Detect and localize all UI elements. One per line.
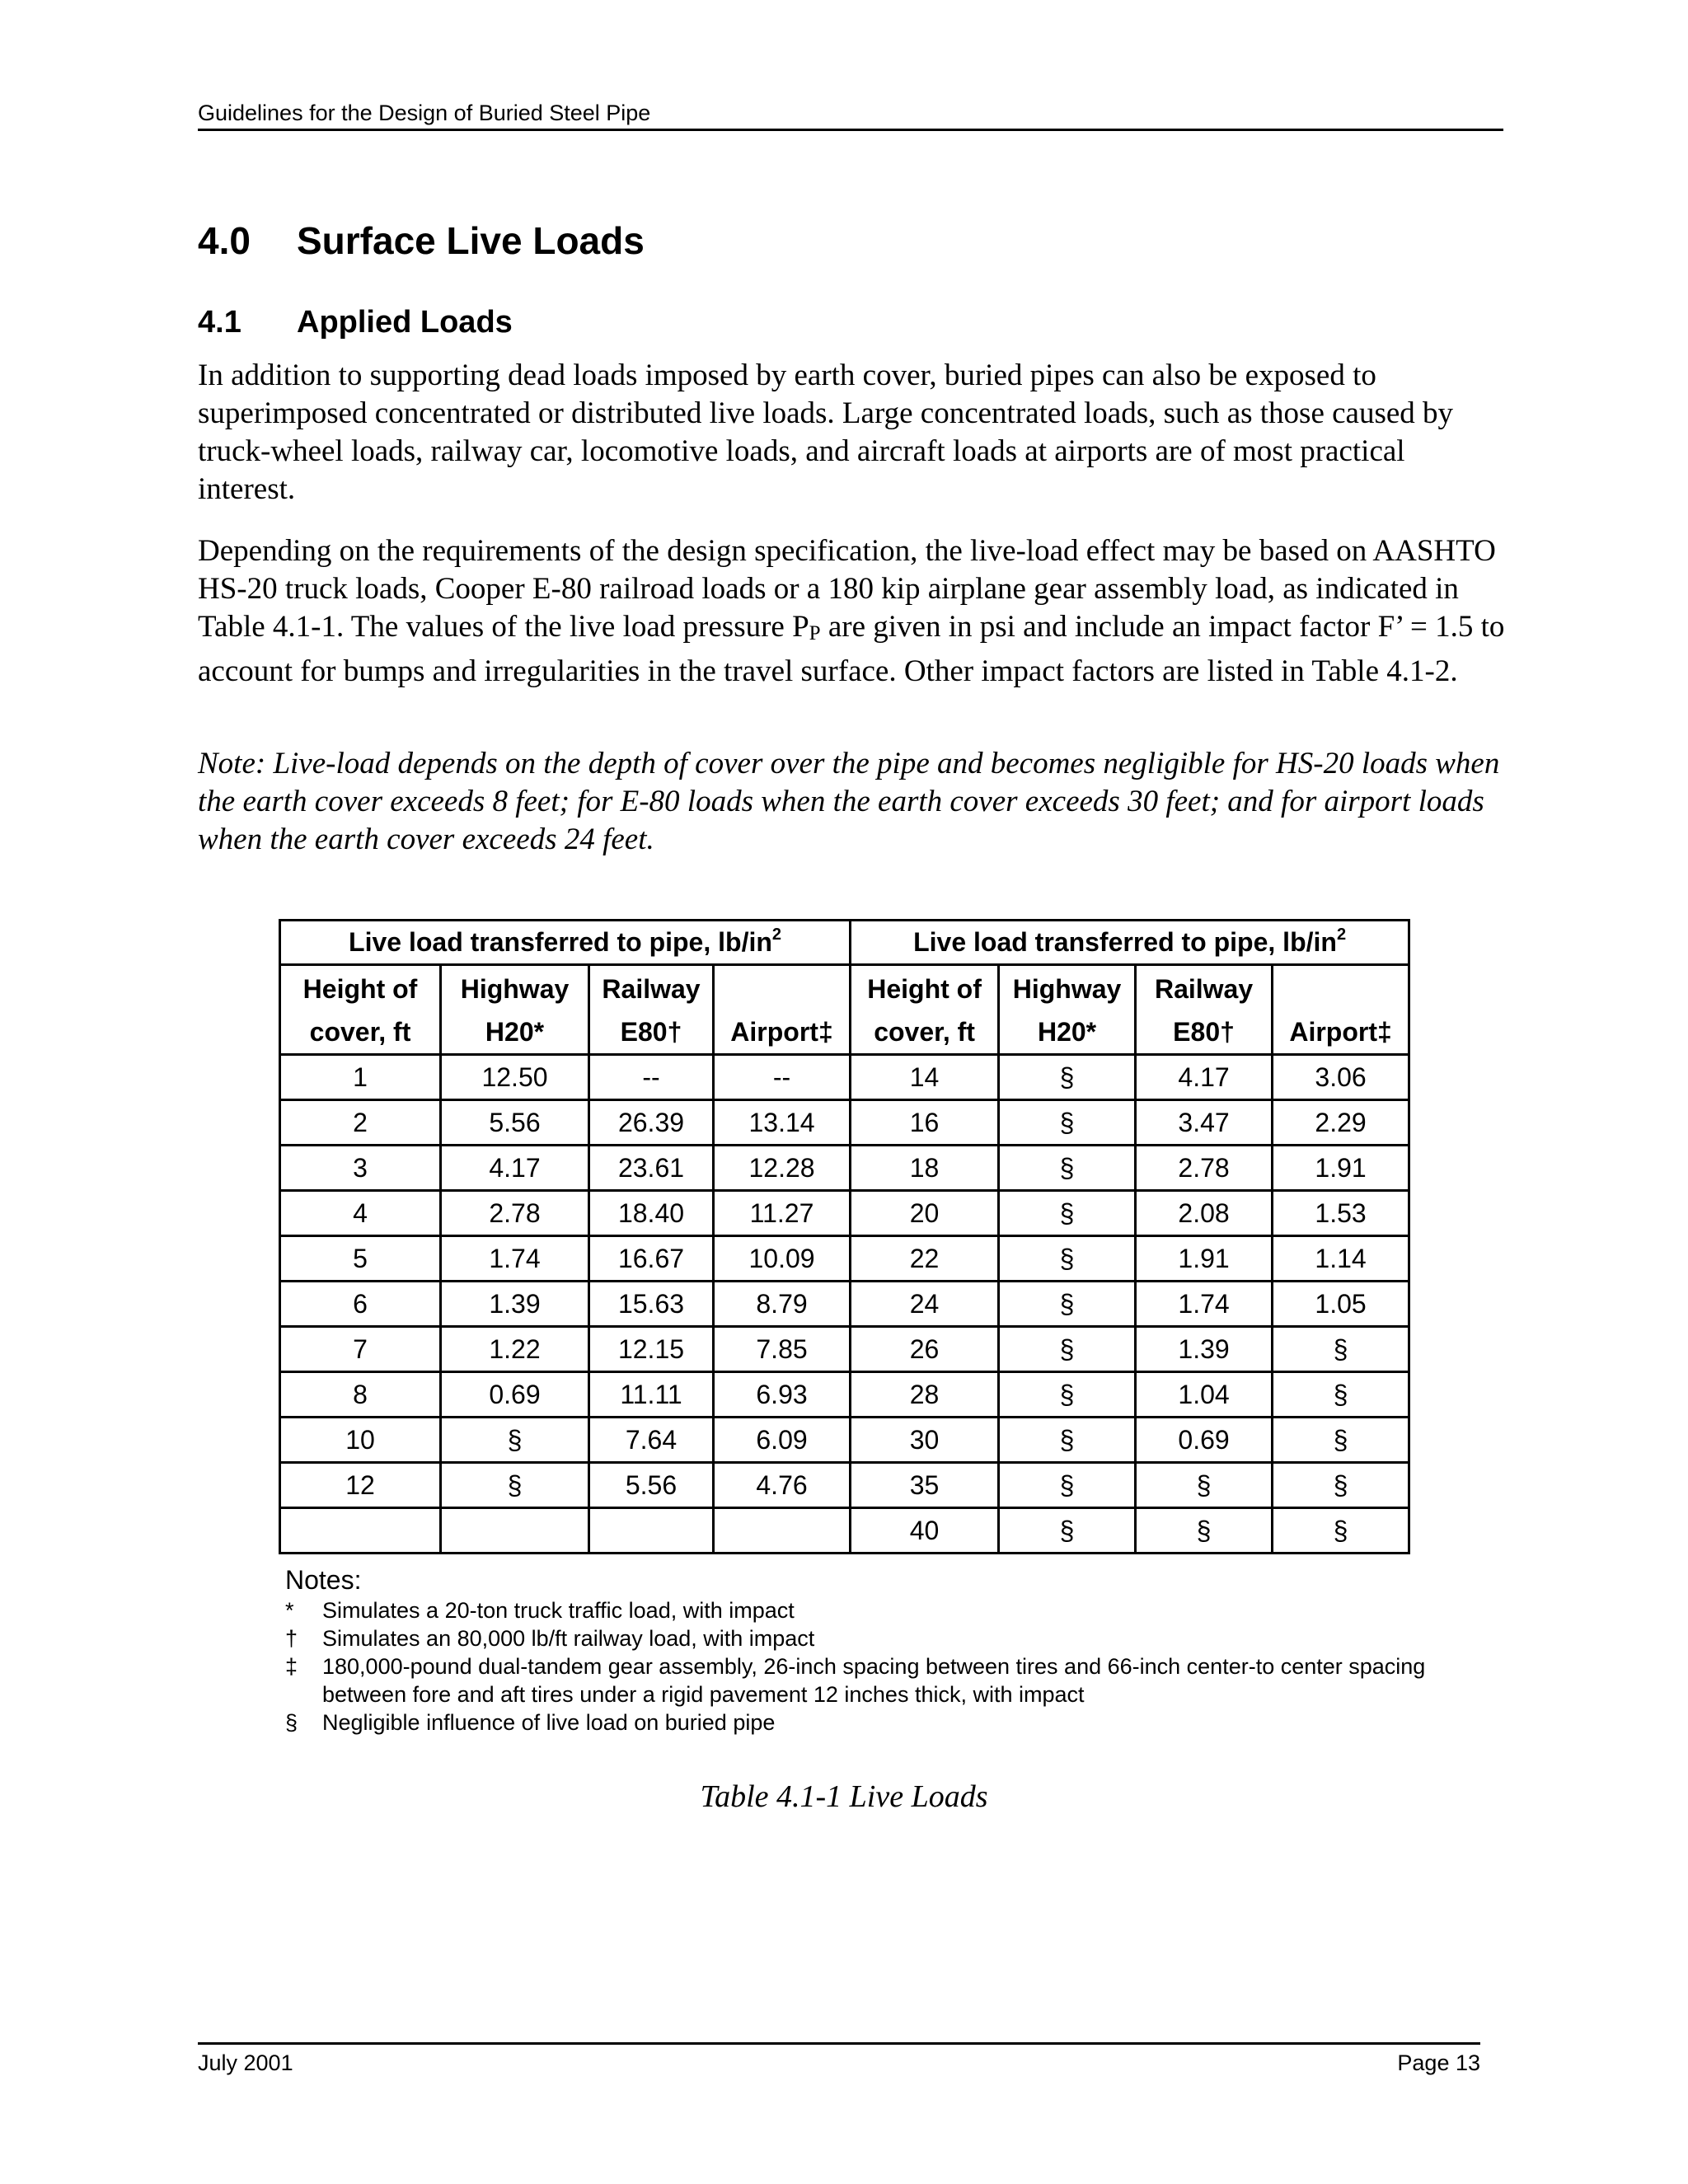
footer-rule bbox=[198, 2042, 1480, 2045]
table-cell: 1.05 bbox=[1273, 1282, 1409, 1327]
column-header-height-of-cover: Height of cover, ft bbox=[280, 965, 441, 1055]
table-cell: 35 bbox=[851, 1463, 999, 1508]
note-item bbox=[285, 1652, 1480, 1708]
table-cell: § bbox=[999, 1236, 1136, 1282]
table-row bbox=[280, 1236, 1409, 1282]
table-cell: 11.27 bbox=[714, 1191, 851, 1236]
table-cell: 0.69 bbox=[1136, 1418, 1273, 1463]
table-row bbox=[280, 1055, 1409, 1100]
table-cell: -- bbox=[714, 1055, 851, 1100]
table-row bbox=[280, 1100, 1409, 1146]
table-cell: 1.39 bbox=[441, 1282, 589, 1327]
table-row bbox=[280, 1146, 1409, 1191]
table-cell: 1.04 bbox=[1136, 1372, 1273, 1418]
footer-page-number: Page 13 bbox=[1397, 2050, 1480, 2075]
table-cell: 22 bbox=[851, 1236, 999, 1282]
table-cell: § bbox=[999, 1508, 1136, 1554]
table-cell: § bbox=[999, 1282, 1136, 1327]
table-cell: 2.08 bbox=[1136, 1191, 1273, 1236]
table-cell: 11.11 bbox=[589, 1372, 714, 1418]
table-cell: 16 bbox=[851, 1100, 999, 1146]
table-cell: 5 bbox=[280, 1236, 441, 1282]
table-cell: 18.40 bbox=[589, 1191, 714, 1236]
column-header-airport: Airport‡ bbox=[714, 965, 851, 1055]
paragraph-note: Note: Live-load depends on the depth of cover over the pipe and becomes negligible for HS-20 loads when the earth cover exceeds 8 feet; for E-80 loads when the earth cover exceeds 30 feet; and for airport loads when the earth cover exceeds 24 feet. bbox=[198, 747, 1500, 856]
table-cell: 1.22 bbox=[441, 1327, 589, 1372]
table-cell bbox=[280, 1508, 441, 1554]
table-cell: § bbox=[1136, 1463, 1273, 1508]
table-cell: § bbox=[999, 1146, 1136, 1191]
column-header-highway-h20: Highway H20* bbox=[999, 965, 1136, 1055]
table-cell: § bbox=[1273, 1418, 1409, 1463]
subsection-title: Applied Loads bbox=[297, 305, 513, 340]
pressure-subscript: P bbox=[809, 622, 821, 644]
table-notes bbox=[285, 1563, 1480, 1736]
subsection-number: 4.1 bbox=[198, 305, 241, 340]
table-cell: 12.15 bbox=[589, 1327, 714, 1372]
table-row bbox=[280, 1191, 1409, 1236]
column-header-airport: Airport‡ bbox=[1273, 965, 1409, 1055]
table-cell: 1.74 bbox=[1136, 1282, 1273, 1327]
table-cell: 1.39 bbox=[1136, 1327, 1273, 1372]
table-cell: 18 bbox=[851, 1146, 999, 1191]
table-cell: 7.64 bbox=[589, 1418, 714, 1463]
table-cell: 14 bbox=[851, 1055, 999, 1100]
table-cell: 26 bbox=[851, 1327, 999, 1372]
table-cell: 26.39 bbox=[589, 1100, 714, 1146]
paragraph-design-spec-part2: are given in psi and include an impact factor F’ = 1.5 to account for bumps and irregularities in the travel surface. Other impact factors are listed in Table 4.1-2. bbox=[198, 610, 1505, 688]
table-cell: § bbox=[999, 1372, 1136, 1418]
running-header-title: Guidelines for the Design of Buried Steel Pipe bbox=[198, 101, 651, 125]
section-heading bbox=[198, 216, 645, 265]
column-header-highway-h20: Highway H20* bbox=[441, 965, 589, 1055]
table-cell: 4.76 bbox=[714, 1463, 851, 1508]
section-number: 4.0 bbox=[198, 219, 251, 262]
table-cell: 10.09 bbox=[714, 1236, 851, 1282]
running-header bbox=[198, 97, 1503, 131]
table-cell: 2 bbox=[280, 1100, 441, 1146]
table-cell: 12.28 bbox=[714, 1146, 851, 1191]
table-cell: 12.50 bbox=[441, 1055, 589, 1100]
table-row bbox=[280, 1327, 1409, 1372]
table-cell: 1.53 bbox=[1273, 1191, 1409, 1236]
table-cell: 1 bbox=[280, 1055, 441, 1100]
table-cell: 7 bbox=[280, 1327, 441, 1372]
table-cell: § bbox=[1273, 1327, 1409, 1372]
table-cell: 4.17 bbox=[441, 1146, 589, 1191]
table-cell: 8.79 bbox=[714, 1282, 851, 1327]
table-row bbox=[280, 1508, 1409, 1554]
table-cell: 30 bbox=[851, 1418, 999, 1463]
note-item bbox=[285, 1708, 1480, 1736]
table-column-header-row bbox=[280, 965, 1409, 1055]
table-cell: 40 bbox=[851, 1508, 999, 1554]
table-group-header-row bbox=[280, 921, 1409, 965]
table-cell: § bbox=[1273, 1463, 1409, 1508]
table-cell: 1.74 bbox=[441, 1236, 589, 1282]
table-cell: 23.61 bbox=[589, 1146, 714, 1191]
table-cell: 2.78 bbox=[1136, 1146, 1273, 1191]
footer-date: July 2001 bbox=[198, 2050, 293, 2075]
table-cell: 5.56 bbox=[441, 1100, 589, 1146]
table-cell: 1.91 bbox=[1273, 1146, 1409, 1191]
table-cell: 2.29 bbox=[1273, 1100, 1409, 1146]
table-cell: § bbox=[441, 1463, 589, 1508]
table-cell: § bbox=[999, 1327, 1136, 1372]
table-cell: 16.67 bbox=[589, 1236, 714, 1282]
paragraph-design-spec bbox=[198, 532, 1508, 691]
table-cell: § bbox=[441, 1418, 589, 1463]
note-mark: § bbox=[285, 1710, 298, 1735]
table-cell: § bbox=[999, 1463, 1136, 1508]
note-item bbox=[285, 1596, 1480, 1624]
table-cell: 3.47 bbox=[1136, 1100, 1273, 1146]
table-cell: 6 bbox=[280, 1282, 441, 1327]
table-cell: § bbox=[1136, 1508, 1273, 1554]
column-header-railway-e80: Railway E80† bbox=[1136, 965, 1273, 1055]
table-cell: 7.85 bbox=[714, 1327, 851, 1372]
table-cell: 0.69 bbox=[441, 1372, 589, 1418]
table-cell: 4.17 bbox=[1136, 1055, 1273, 1100]
table-cell: 1.14 bbox=[1273, 1236, 1409, 1282]
note-text: Simulates an 80,000 lb/ft railway load, with impact bbox=[322, 1626, 815, 1651]
table-cell: 6.93 bbox=[714, 1372, 851, 1418]
table-cell bbox=[589, 1508, 714, 1554]
paragraph-intro: In addition to supporting dead loads imposed by earth cover, buried pipes can also be exposed to superimposed concentrated or distributed live loads. Large concentrated loads, such as those caused by truck-wheel loads, railway car, locomotive loads, and aircraft loads at airports are of most practical interest. bbox=[198, 359, 1454, 506]
table-cell: 1.91 bbox=[1136, 1236, 1273, 1282]
table-row bbox=[280, 1282, 1409, 1327]
table-cell: 4 bbox=[280, 1191, 441, 1236]
table-cell: 24 bbox=[851, 1282, 999, 1327]
table-cell: § bbox=[999, 1055, 1136, 1100]
table-cell: 3 bbox=[280, 1146, 441, 1191]
table-caption: Table 4.1-1 Live Loads bbox=[700, 1779, 988, 1814]
table-cell: § bbox=[1273, 1372, 1409, 1418]
table-cell: 13.14 bbox=[714, 1100, 851, 1146]
table-row bbox=[280, 1463, 1409, 1508]
table-row bbox=[280, 1418, 1409, 1463]
live-load-table bbox=[279, 919, 1410, 1554]
paragraph-design-spec-part1: Depending on the requirements of the design specification, the live-load effect may be based on AASHTO HS-20 truck loads, Cooper E-80 railroad loads or a 180 kip airplane gear assembly load, as indicated in Table 4.1-1. The values of the live load pressure P bbox=[198, 534, 1496, 644]
note-text: Simulates a 20-ton truck traffic load, with impact bbox=[322, 1598, 795, 1623]
note-text: Negligible influence of live load on buried pipe bbox=[322, 1710, 776, 1735]
table-cell: 6.09 bbox=[714, 1418, 851, 1463]
table-cell: -- bbox=[589, 1055, 714, 1100]
table-cell: 15.63 bbox=[589, 1282, 714, 1327]
column-header-height-of-cover: Height of cover, ft bbox=[851, 965, 999, 1055]
table-cell bbox=[714, 1508, 851, 1554]
table-cell: 8 bbox=[280, 1372, 441, 1418]
table-cell: § bbox=[999, 1191, 1136, 1236]
table-cell: § bbox=[999, 1100, 1136, 1146]
table-cell: 20 bbox=[851, 1191, 999, 1236]
table-cell: 3.06 bbox=[1273, 1055, 1409, 1100]
table-cell: § bbox=[1273, 1508, 1409, 1554]
table-cell: 12 bbox=[280, 1463, 441, 1508]
table-cell: § bbox=[999, 1418, 1136, 1463]
column-header-railway-e80: Railway E80† bbox=[589, 965, 714, 1055]
table-cell: 5.56 bbox=[589, 1463, 714, 1508]
section-title: Surface Live Loads bbox=[297, 219, 645, 262]
note-mark: * bbox=[285, 1598, 294, 1623]
note-text: 180,000-pound dual-tandem gear assembly, 26-inch spacing between tires and 66-inch center-to center spacing between fore and aft tires under a rigid pavement 12 inches thick, with impact bbox=[322, 1654, 1426, 1707]
note-mark: † bbox=[285, 1626, 298, 1651]
table-cell: 28 bbox=[851, 1372, 999, 1418]
table-cell bbox=[441, 1508, 589, 1554]
subsection-heading bbox=[198, 302, 513, 343]
table-row bbox=[280, 1372, 1409, 1418]
group-header-left: Live load transferred to pipe, $lb/in^2$ bbox=[280, 921, 851, 965]
table-cell: 2.78 bbox=[441, 1191, 589, 1236]
notes-title: Notes: bbox=[285, 1565, 362, 1595]
group-header-right: Live load transferred to pipe, $lb/in^2$ bbox=[851, 921, 1409, 965]
note-item bbox=[285, 1624, 1480, 1652]
table-cell: 10 bbox=[280, 1418, 441, 1463]
note-mark: ‡ bbox=[285, 1654, 298, 1679]
table-body bbox=[280, 1055, 1409, 1554]
